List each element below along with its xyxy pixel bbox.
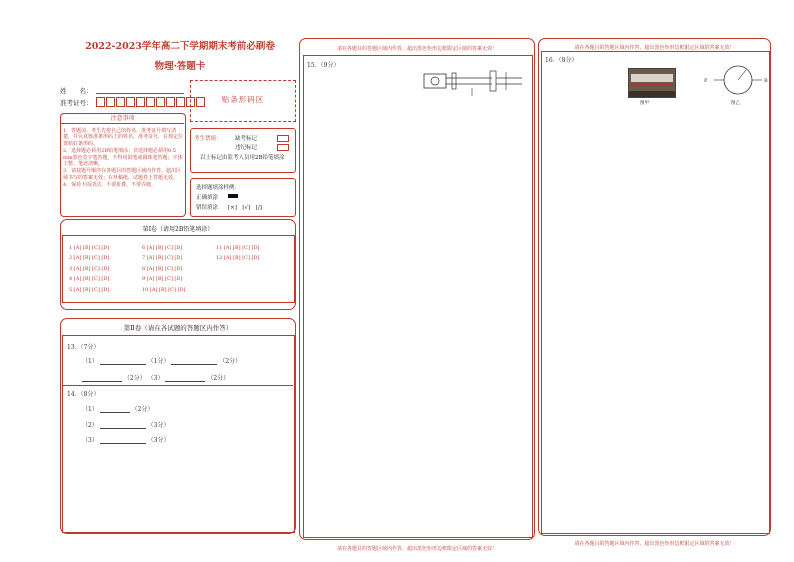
mc-row[interactable]: 3 [A] [B] [C] [D] [69, 265, 110, 272]
q13-blank-1[interactable] [100, 364, 146, 365]
part1-heading: 第Ⅰ卷（请用2B铅笔填涂） [142, 226, 214, 233]
q14-label: 14．（8分） [67, 391, 100, 398]
q14-blank-1[interactable] [100, 412, 130, 413]
forbidden-label: 考生禁填： [194, 136, 222, 142]
mc-row[interactable]: 12 [A] [B] [C] [D] [216, 255, 260, 262]
sample-wrong-label: 错误填涂 [196, 205, 219, 211]
mc-row[interactable]: 9 [A] [B] [C] [D] [142, 276, 183, 283]
q14-part-1: （1） [82, 406, 98, 413]
q13-row-1 [82, 356, 241, 365]
q13-score-4: （2分） [207, 375, 230, 382]
mc-col-1[interactable] [69, 243, 109, 295]
exam-subtitle: 物理·答题卡 [154, 61, 206, 72]
q13-score-2: （2分） [219, 358, 242, 365]
notice-item: 4．保持卡面清洁，不要折叠、不要弄破。 [63, 182, 157, 189]
mc-row[interactable]: 2 [A] [B] [C] [D] [69, 255, 110, 262]
mc-col-3[interactable] [216, 243, 259, 264]
violation-checkbox[interactable] [277, 144, 289, 151]
q15-circuit-diagram [422, 68, 526, 98]
right-warning-bottom: 请在各题目的答题区域内作答，超出黑色矩形边框限定区域的答案无效！ [574, 541, 735, 547]
violation-label: 违纪标记 [235, 145, 258, 151]
q14-blank-3[interactable] [100, 443, 146, 444]
q16-fig2-caption: 图乙 [731, 101, 740, 106]
q14-blank-2[interactable] [100, 428, 146, 429]
svg-text:P: P [704, 78, 708, 84]
name-line[interactable] [96, 93, 184, 94]
barcode-label: 贴条形码区 [221, 95, 265, 104]
barcode-area [190, 80, 296, 122]
q14-row-3 [82, 435, 170, 444]
mc-row[interactable]: 1 [A] [B] [C] [D] [69, 245, 110, 251]
q16-fig1-caption: 图甲 [640, 101, 649, 106]
mc-col-2[interactable] [142, 243, 185, 295]
mc-row[interactable]: 7 [A] [B] [C] [D] [142, 255, 183, 262]
q13-part-1: （1） [82, 358, 98, 365]
q13-score-1: （1分） [147, 358, 170, 365]
q13-q14-divider [62, 385, 293, 386]
mc-row[interactable]: 8 [A] [B] [C] [D] [142, 265, 183, 272]
middle-warning-top: 请在各题目的答题区域内作答，超出黑色矩形边框限定区域的答案无效！ [336, 46, 497, 52]
q14-row-2 [82, 420, 170, 429]
q14-row-1 [82, 404, 154, 413]
right-warning-top: 请在各题目的答题区域内作答，超出黑色矩形边框限定区域的答案无效！ [574, 45, 735, 51]
mc-row[interactable]: 6 [A] [B] [C] [D] [142, 245, 183, 251]
q13-row-2 [82, 373, 229, 382]
absent-checkbox[interactable] [277, 135, 289, 142]
exam-title: 2022-2023学年高二下学期期末考前必刷卷 [85, 41, 275, 52]
mc-row[interactable]: 4 [A] [B] [C] [D] [69, 276, 110, 283]
q14-score-1: （2分） [131, 406, 154, 413]
part2-heading: 第Ⅱ卷（请在各试题的答题区内作答） [123, 324, 233, 332]
middle-warning-bottom: 请在各题目的答题区域内作答，超出黑色矩形边框限定区域的答案无效！ [336, 546, 497, 552]
ticket-label: 准考证号： [60, 99, 93, 107]
q14-score-3: （3分） [147, 437, 170, 444]
q13-blank-2[interactable] [171, 364, 217, 365]
name-label: 姓 名： [60, 87, 93, 95]
q13-score-3: （2分） [123, 375, 146, 382]
absent-label: 缺考标记 [235, 136, 258, 142]
sample-wrong-marks: [×] [√] [/] [228, 205, 262, 211]
mc-row[interactable]: 10 [A] [B] [C] [D] [142, 286, 186, 293]
q16-answer-area[interactable] [541, 51, 770, 534]
correct-mark [228, 194, 238, 198]
svg-text:B: B [764, 78, 768, 84]
notice-item: 1．答题前，考生先将自己的姓名，准考证号填写清楚，并认真核准条形码上的姓名、准考证号，在规定位置贴好条形码。 [63, 128, 184, 147]
q13-blank-3[interactable] [82, 381, 122, 382]
mc-row[interactable]: 11 [A] [B] [C] [D] [216, 245, 260, 251]
q16-photo-image [628, 68, 676, 98]
notice-heading: 注意事项 [61, 113, 184, 124]
q14-score-2: （3分） [147, 422, 170, 429]
notice-list [63, 128, 183, 190]
q14-part-3: （3） [82, 437, 98, 444]
sample-correct-label: 正确填涂 [196, 195, 219, 201]
notice-item: 2．选择题必须用2B铅笔填涂；非选择题必须用0.5 mm黑色签字笔答题，不得用铅笔或圆珠笔答题；字体工整、笔迹清晰。 [63, 148, 183, 168]
mc-row[interactable]: 5 [A] [B] [C] [D] [69, 286, 110, 293]
forbidden-note: 以上标记由监考人员用2B铅笔填涂 [200, 155, 285, 161]
q15-label: 15．（9分） [307, 62, 340, 69]
q15-answer-area[interactable] [303, 55, 533, 538]
q14-part-2: （2） [82, 422, 98, 429]
q16-motor-diagram [700, 62, 770, 102]
q13-part-3: （3） [147, 375, 164, 382]
notice-item: 3．请按题号顺序在各题目的答题区域内作答，超出区域书写的答案无效；在草稿纸、试题卷上答题无效。 [63, 168, 182, 181]
q13-blank-4[interactable] [165, 381, 205, 382]
sample-heading: 选择题填涂样例： [196, 185, 241, 191]
q13-label: 13．（7分） [67, 344, 100, 351]
q16-label: 16．（8分） [545, 57, 578, 64]
